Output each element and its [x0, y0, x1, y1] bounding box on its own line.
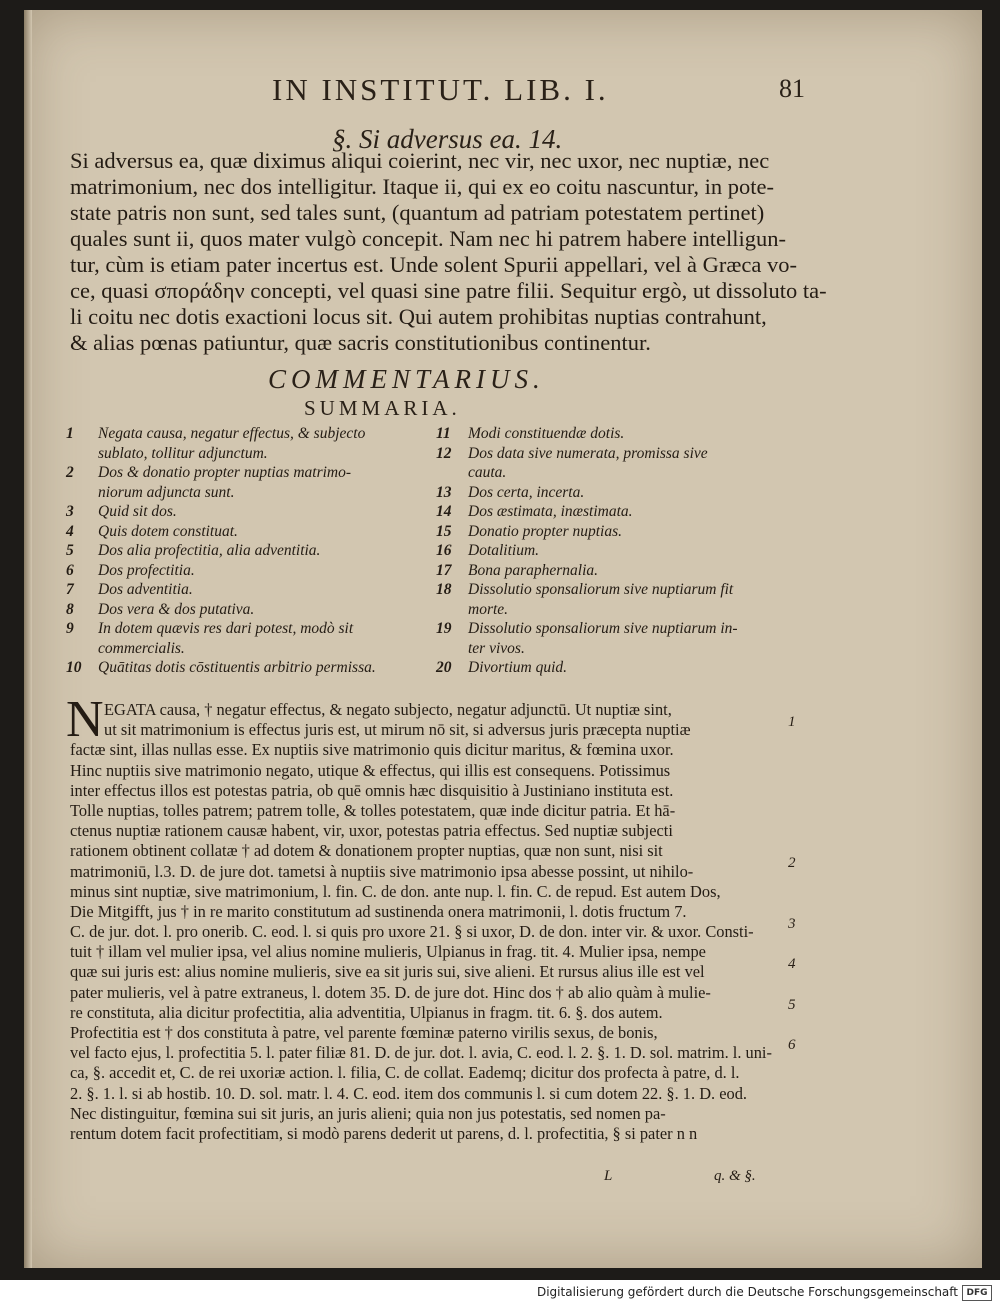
- summaria-number: 2: [66, 464, 74, 481]
- summaria-item: [66, 561, 446, 581]
- body-line: Tolle nuptias, tolles patrem; patrem tolle, & tolles potestatem, quæ inde dicitur patria. Et hā-: [70, 800, 676, 820]
- margin-number: 2: [788, 855, 796, 872]
- summaria-number: 10: [66, 659, 82, 676]
- body-line: Hinc nuptiis sive matrimonio negato, utique & effectus, qui illis est consequens. Potissimus: [70, 760, 671, 780]
- body-line: quæ sui juris est: alius nomine mulieris, sive ea sit juris sui, sive alieni. Et rursus alius ille est vel: [70, 962, 705, 982]
- summaria-text: Dos & donatio propter nuptias matrimo- niorum adjuncta sunt.: [98, 464, 352, 501]
- body-line: matrimoniū, l.3. D. de jure dot. tametsi à nuptiis sive matrimonio ipsa abesse possint, ut nihilo-: [70, 861, 694, 881]
- summaria-number: 19: [436, 620, 452, 637]
- body-line: vel facto ejus, l. profectitia 5. l. pater filiæ 81. D. de jur. dot. l. avia, C. eod. l. 2. §. 1. D. sol. matrim. l. uni-: [70, 1043, 772, 1063]
- summaria-text: Donatio propter nuptias.: [468, 522, 623, 540]
- intro-line: quales sunt ii, quos mater vulgò concepit. Nam nec hi patrem habere intelligun-: [70, 226, 787, 251]
- book-page: [24, 10, 982, 1268]
- summaria-item: [436, 522, 816, 542]
- summaria-item: [436, 580, 816, 619]
- body-line: rentum dotem facit profectitiam, si modò parens dederit ut parens, d. l. profectitia, § si pater n n: [70, 1123, 698, 1143]
- running-title: IN INSTITUT. LIB. I.: [272, 72, 609, 107]
- intro-line: Si adversus ea, quæ diximus aliqui coierint, nec vir, nec uxor, nec nuptiæ, nec: [70, 148, 770, 173]
- intro-line: & alias pœnas patiuntur, quæ sacris constitutionibus continentur.: [70, 330, 651, 355]
- margin-number: 3: [788, 916, 796, 932]
- summaria-text: Bona paraphernalia.: [468, 561, 599, 579]
- body-line: C. de jur. dot. l. pro onerib. C. eod. l. si quis pro uxore 21. § si uxor, D. de don. inter vir. & uxor. Consti-: [70, 922, 754, 942]
- summaria-item: [66, 424, 446, 463]
- margin-numbers: [788, 700, 816, 1080]
- summaria-number: 17: [436, 561, 452, 579]
- body-line: pater mulieris, vel à patre extraneus, l. dotem 35. D. de jure dot. Hinc dos † ab alio quàm à mulie-: [70, 982, 711, 1002]
- summaria-number: 15: [436, 522, 452, 540]
- summaria-item: [66, 541, 446, 561]
- commentarius-heading: COMMENTARIUS.: [268, 364, 545, 394]
- body-line: ut sit matrimonium is effectus juris est, ut mirum nō sit, si adversus juris præcepta nuptiæ: [104, 720, 691, 740]
- summaria-item: [66, 619, 446, 658]
- summaria-item: [436, 541, 816, 561]
- intro-paragraph: [70, 148, 830, 356]
- catchword: q. & §.: [714, 1168, 756, 1184]
- dfg-logo: DFG: [962, 1285, 992, 1301]
- summaria-number: 1: [66, 425, 74, 442]
- page-number: 81: [779, 74, 805, 103]
- summaria-text: Dos data sive numerata, promissa sive cauta.: [468, 444, 708, 481]
- body-line: minus sint nuptiæ, sive matrimonium, l. fin. C. de don. ante nup. l. fin. C. de repud. Est autem Dos,: [70, 881, 721, 901]
- summaria-item: [436, 444, 816, 483]
- running-head: [24, 72, 982, 112]
- summaria-text: Dos profectitia.: [98, 561, 195, 579]
- summaria-number: 7: [66, 581, 74, 598]
- summaria-item: [66, 658, 446, 678]
- summaria-item: [66, 580, 446, 600]
- summaria-item: [436, 561, 816, 581]
- summaria-number: 3: [66, 503, 74, 520]
- footer-bar: [0, 1280, 1000, 1305]
- summaria-text: Negata causa, negatur effectus, & subjecto sublato, tollitur adjunctum.: [98, 425, 366, 462]
- body-line: re constituta, alia dicitur profectitia, alia adventitia, Ulpianus in fragm. tit. 6. §. dos autem.: [70, 1002, 663, 1022]
- margin-number: 4: [788, 956, 796, 973]
- summaria-text: Dos vera & dos putativa.: [98, 600, 255, 618]
- summaria-text: Dissolutio sponsaliorum sive nuptiarum fit morte.: [468, 581, 734, 618]
- summaria-item: [66, 522, 446, 542]
- summaria-text: Dissolutio sponsaliorum sive nuptiarum in- ter vivos.: [468, 620, 738, 657]
- summaria-item: [436, 424, 816, 444]
- body-line: Profectitia est † dos constituta à patre, vel parente fœminæ paterno virilis sexus, de bonis,: [70, 1023, 658, 1042]
- commentary-body: [66, 691, 830, 1144]
- margin-number: 6: [788, 1037, 796, 1054]
- summaria-item: [436, 483, 816, 503]
- summaria-text: Quis dotem constituat.: [98, 522, 238, 540]
- body-line: ca, §. accedit et, C. de rei uxoriæ action. l. filia, C. de collat. Eademq; dicitur dos profecta à patre, d. l.: [70, 1063, 740, 1083]
- body-line: Die Mitgifft, jus † in re marito constitutum ad sustinenda onera matrimonii, l. dotis fructum 7.: [70, 901, 687, 921]
- summaria-number: 6: [66, 561, 74, 579]
- summaria-item: [66, 463, 446, 502]
- summaria-heading: SUMMARIA.: [304, 396, 461, 420]
- summaria-text: Divortium quid.: [468, 659, 568, 676]
- intro-line: tur, cùm is etiam pater incertus est. Unde solent Spurii appellari, vel à Græca vo-: [70, 252, 798, 277]
- signature-mark: L: [604, 1168, 613, 1184]
- summaria-left-column: [66, 424, 446, 678]
- summaria-item: [436, 658, 816, 678]
- summaria-item: [436, 619, 816, 658]
- summaria-text: Quid sit dos.: [98, 503, 177, 520]
- summaria-text: Dos certa, incerta.: [468, 483, 585, 501]
- summaria-number: 5: [66, 542, 74, 559]
- summaria-number: 18: [436, 581, 452, 598]
- summaria-number: 12: [436, 444, 452, 462]
- intro-line: state patris non sunt, sed tales sunt, (quantum ad patriam potestatem pertinet): [70, 200, 765, 225]
- body-line: tuit † illam vel mulier ipsa, vel alius nomine mulieris, Ulpianus in frag. tit. 4. Mulier ipsa, nempe: [70, 942, 706, 962]
- margin-number: 5: [788, 996, 796, 1013]
- body-line: ctenus nuptiæ rationem causæ habent, vir, uxor, potestas patria effectus. Sed nuptiæ subjecti: [70, 821, 673, 841]
- funding-notice: Digitalisierung gefördert durch die Deutsche Forschungsgemeinschaft: [536, 1285, 958, 1299]
- summaria-text: Dos alia profectitia, alia adventitia.: [98, 542, 321, 559]
- intro-line: matrimonium, nec dos intelligitur. Itaque ii, qui ex eo coitu nascuntur, in pote-: [70, 174, 774, 199]
- summaria-item: [436, 502, 816, 522]
- summaria-text: Modi constituendæ dotis.: [468, 425, 625, 442]
- body-line: factæ sint, illas nullas esse. Ex nuptiis sive matrimonio quis dicitur maritus, & fœmina uxor.: [70, 740, 674, 760]
- summaria-right-column: [436, 424, 816, 678]
- summaria-text: Dos adventitia.: [98, 581, 193, 598]
- drop-capital: N: [66, 691, 104, 748]
- summaria-number: 14: [436, 503, 452, 520]
- summaria-number: 4: [66, 522, 74, 540]
- summaria-text: Dos æstimata, inæstimata.: [468, 503, 633, 520]
- summaria-item: [66, 502, 446, 522]
- intro-line: li coitu nec dotis exactioni locus sit. Qui autem prohibitas nuptias contrahunt,: [70, 304, 767, 329]
- summaria-number: 20: [436, 659, 452, 676]
- summaria-text: In dotem quævis res dari potest, modò sit commercialis.: [98, 620, 354, 657]
- summaria-number: 9: [66, 620, 74, 637]
- summaria-item: [66, 600, 446, 620]
- body-line: rationem obtinent collatæ † ad dotem & donationem propter nuptias, quæ non sunt, nisi sit: [70, 841, 663, 861]
- intro-line: ce, quasi σποράδην concepti, vel quasi sine patre filii. Sequitur ergò, ut dissoluto ta-: [70, 278, 827, 303]
- section-heading: §. Si adversus ea. 14.: [332, 124, 563, 154]
- summaria-number: 13: [436, 483, 452, 501]
- summaria-number: 8: [66, 600, 74, 618]
- margin-number: 1: [788, 714, 796, 730]
- page-edge-shadow: [24, 10, 32, 1268]
- body-line: inter effectus illos est potestas patria, ob quē omnis hæc disquisitio à Justiniano instituta est.: [70, 780, 674, 800]
- summaria-number: 11: [436, 425, 451, 442]
- summaria-text: Dotalitium.: [468, 542, 540, 559]
- summaria-text: Quātitas dotis cōstituentis arbitrio permissa.: [98, 659, 376, 676]
- body-line: 2. §. 1. l. si ab hostib. 10. D. sol. matr. l. 4. C. eod. item dos communis l. si cum dotem 22. §. 1. D. eod.: [70, 1083, 747, 1103]
- body-line: EGATA causa, † negatur effectus, & negato subjecto, negatur adjunctū. Ut nuptiæ sint,: [104, 700, 672, 719]
- body-line: Nec distinguitur, fœmina sui sit juris, an juris alieni; quia non jus potestatis, sed nomen pa-: [70, 1103, 666, 1123]
- summaria-number: 16: [436, 542, 452, 559]
